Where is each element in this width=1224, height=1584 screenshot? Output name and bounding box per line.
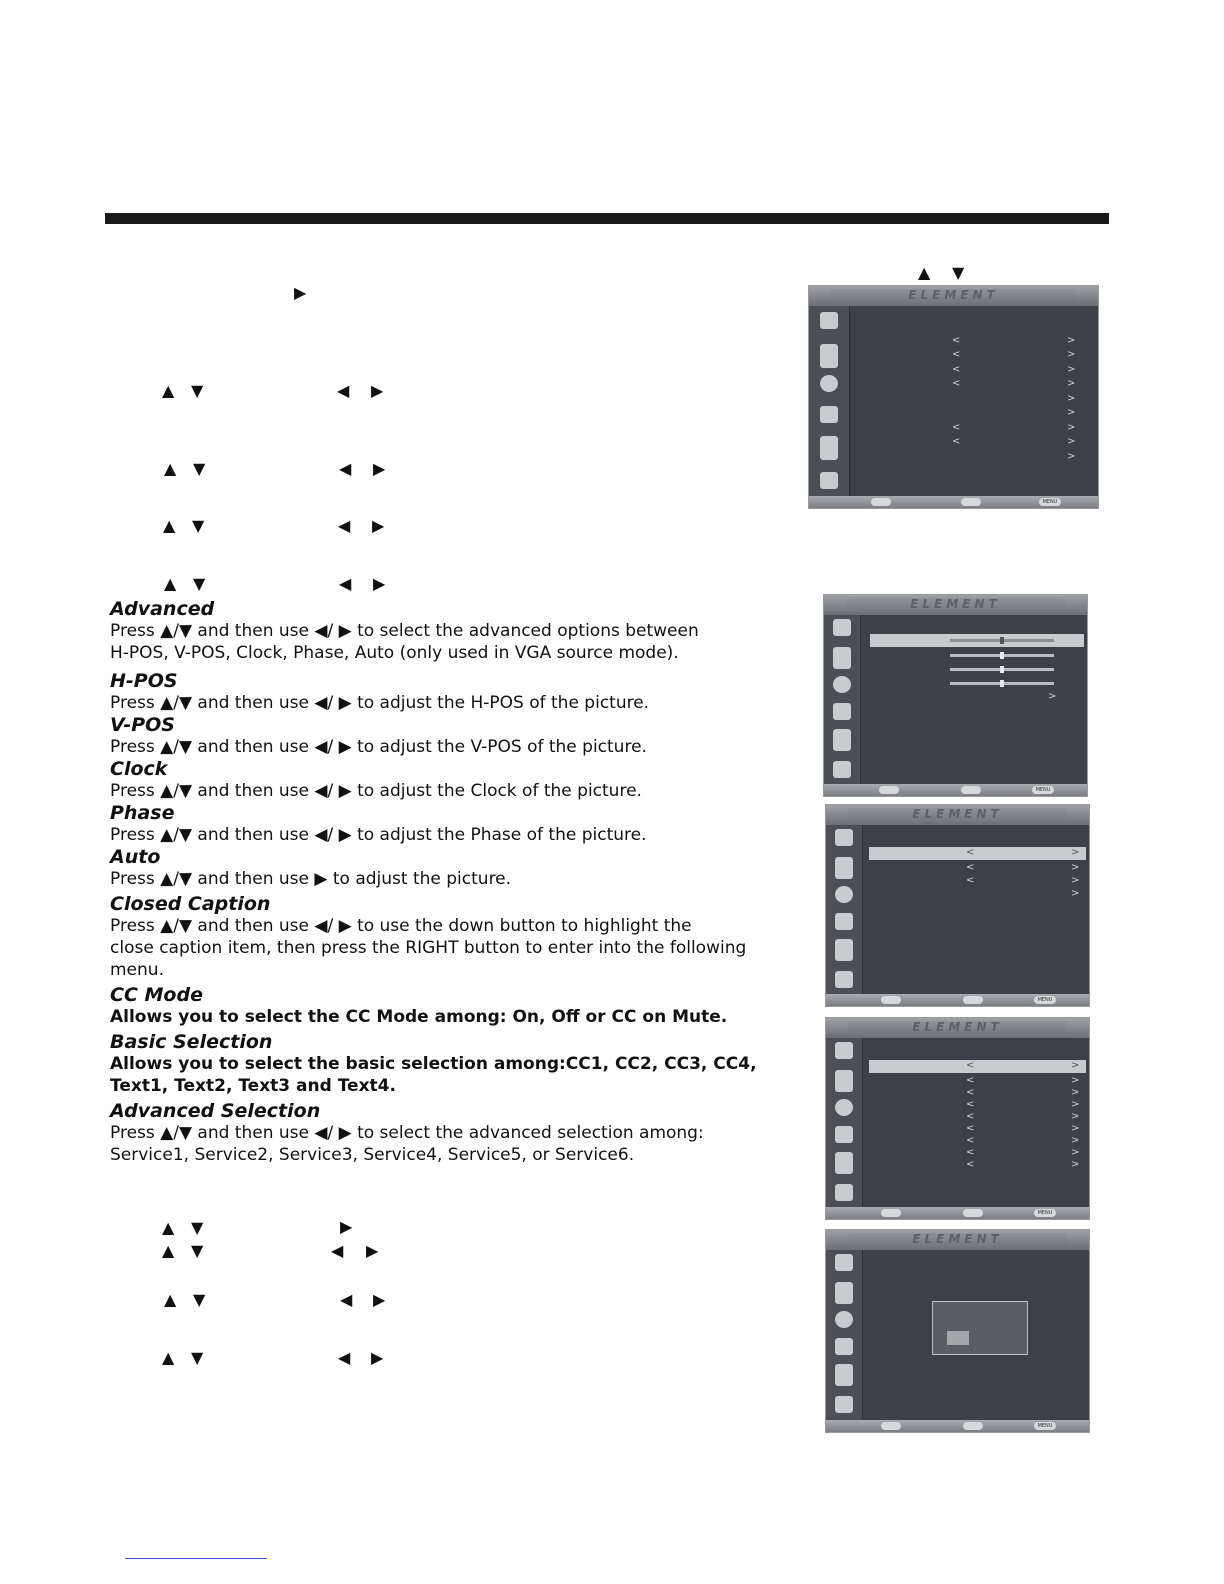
osd-left-arrow: < [966, 1135, 975, 1146]
channel-icon [835, 1184, 853, 1201]
auto-text: Press ▲/▼ and then use ▶ to adjust the picture. [110, 869, 512, 889]
osd-title-bar [824, 595, 1087, 615]
osd-right-arrow: > [1071, 1123, 1080, 1134]
osd-leftright-key [963, 1422, 983, 1430]
osd-left-arrow: < [952, 335, 961, 346]
right-arrow-icon: ▶ [373, 574, 386, 593]
section-divider [105, 213, 1109, 224]
basic-selection-text: Text1, Text2, Text3 and Text4. [110, 1076, 396, 1096]
clock-slider-knob [1000, 666, 1004, 673]
footer-link-underline [125, 1558, 267, 1559]
up-arrow-icon: ▲ [162, 1218, 175, 1237]
lock-icon [835, 1364, 853, 1386]
osd-right-arrow: > [1067, 436, 1076, 447]
osd-title-bar [826, 1018, 1089, 1038]
advanced-selection-text: Service1, Service2, Service3, Service4, Service5, or Service6. [110, 1145, 635, 1165]
phase-heading: Phase [110, 802, 175, 824]
osd-left-arrow: < [952, 378, 961, 389]
osd-menu-advanced [823, 594, 1088, 797]
osd-right-arrow: > [1071, 1135, 1080, 1146]
left-arrow-icon: ◀ [338, 516, 351, 535]
clock-icon [820, 375, 838, 392]
clock-icon [835, 886, 853, 903]
osd-sidebar [826, 1038, 863, 1207]
osd-right-arrow: > [1071, 1060, 1080, 1071]
osd-footer [824, 784, 1087, 796]
down-arrow-icon: ▼ [193, 1290, 206, 1309]
left-arrow-icon: ◀ [339, 459, 352, 478]
osd-left-arrow: < [966, 1159, 975, 1170]
osd-menu-closed-caption [825, 804, 1090, 1007]
setup-icon [835, 1338, 853, 1355]
osd-right-arrow: > [1071, 875, 1080, 886]
picture-icon [835, 1254, 853, 1271]
right-arrow-icon: ▶ [294, 283, 307, 302]
osd-menu-dialog [825, 1229, 1090, 1433]
clock-icon [833, 676, 851, 693]
osd-right-arrow: > [1071, 1099, 1080, 1110]
vpos-heading: V-POS [110, 714, 175, 736]
left-arrow-icon: ◀ [331, 1241, 344, 1260]
sound-icon [835, 1282, 853, 1304]
osd-right-arrow: > [1071, 1075, 1080, 1086]
osd-right-arrow: > [1067, 393, 1076, 404]
osd-footer [826, 1207, 1089, 1219]
osd-sidebar [826, 1250, 863, 1420]
left-arrow-icon: ◀ [338, 1348, 351, 1367]
osd-left-arrow: < [966, 1111, 975, 1122]
osd-updown-key [881, 1422, 901, 1430]
down-arrow-icon: ▼ [193, 574, 206, 593]
osd-leftright-key [961, 786, 981, 794]
left-arrow-icon: ◀ [339, 574, 352, 593]
sound-icon [835, 857, 853, 879]
osd-leftright-key [961, 498, 981, 506]
closed-caption-text: close caption item, then press the RIGHT button to enter into the following [110, 938, 747, 958]
osd-footer [809, 496, 1098, 508]
cc-mode-heading: CC Mode [110, 984, 203, 1006]
osd-left-arrow: < [966, 847, 975, 858]
osd-title-bar [826, 1230, 1089, 1250]
osd-footer [826, 1420, 1089, 1432]
vpos-slider-knob [1000, 652, 1004, 659]
sound-icon [833, 647, 851, 669]
osd-menu-key: MENU [1034, 1209, 1056, 1217]
advanced-text: Press ▲/▼ and then use ◀/ ▶ to select the advanced options between [110, 621, 699, 641]
right-arrow-icon: ▶ [372, 516, 385, 535]
osd-left-arrow: < [966, 862, 975, 873]
advanced-selection-text: Press ▲/▼ and then use ◀/ ▶ to select the advanced selection among: [110, 1123, 704, 1143]
osd-sidebar [826, 825, 863, 994]
osd-menu-key: MENU [1034, 1422, 1056, 1430]
closed-caption-text: Press ▲/▼ and then use ◀/ ▶ to use the down button to highlight the [110, 916, 692, 936]
closed-caption-text: menu. [110, 960, 164, 980]
osd-right-arrow: > [1071, 862, 1080, 873]
osd-footer [826, 994, 1089, 1006]
lock-icon [835, 1152, 853, 1174]
osd-leftright-key [963, 996, 983, 1004]
osd-right-arrow: > [1067, 349, 1076, 360]
sound-icon [820, 344, 838, 368]
osd-left-arrow: < [966, 1147, 975, 1158]
cc-mode-text: Allows you to select the CC Mode among: On, Off or CC on Mute. [110, 1007, 728, 1027]
osd-highlight-row [869, 847, 1086, 860]
osd-right-arrow: > [1071, 1111, 1080, 1122]
vpos-text: Press ▲/▼ and then use ◀/ ▶ to adjust the V-POS of the picture. [110, 737, 647, 757]
osd-right-arrow: > [1048, 691, 1057, 702]
osd-right-arrow: > [1067, 364, 1076, 375]
picture-icon [833, 619, 851, 636]
sound-icon [835, 1070, 853, 1092]
up-arrow-icon: ▲ [164, 1290, 177, 1309]
down-arrow-icon: ▼ [193, 459, 206, 478]
up-arrow-icon: ▲ [163, 516, 176, 535]
hpos-text: Press ▲/▼ and then use ◀/ ▶ to adjust the H-POS of the picture. [110, 693, 650, 713]
setup-icon [835, 913, 853, 930]
osd-highlight-row [869, 1060, 1086, 1073]
osd-title-bar [809, 286, 1098, 306]
advanced-selection-heading: Advanced Selection [110, 1100, 321, 1122]
up-arrow-icon: ▲ [918, 263, 931, 282]
setup-icon [835, 1126, 853, 1143]
advanced-text: H-POS, V-POS, Clock, Phase, Auto (only used in VGA source mode). [110, 643, 679, 663]
picture-icon [820, 312, 838, 329]
down-arrow-icon: ▼ [191, 1218, 204, 1237]
channel-icon [833, 761, 851, 778]
osd-menu-key: MENU [1034, 996, 1056, 1004]
osd-brand-logo: ELEMENT [846, 598, 1065, 611]
right-arrow-icon: ▶ [366, 1241, 379, 1260]
basic-selection-heading: Basic Selection [110, 1031, 273, 1053]
osd-menu-advanced-selection [825, 1017, 1090, 1220]
down-arrow-icon: ▼ [192, 516, 205, 535]
osd-dialog-button [947, 1331, 969, 1345]
left-arrow-icon: ◀ [340, 1290, 353, 1309]
up-arrow-icon: ▲ [164, 574, 177, 593]
clock-icon [835, 1311, 853, 1328]
channel-icon [835, 971, 853, 988]
osd-brand-logo: ELEMENT [848, 808, 1067, 821]
osd-leftright-key [963, 1209, 983, 1217]
right-arrow-icon: ▶ [340, 1217, 353, 1236]
picture-icon [835, 829, 853, 846]
osd-left-arrow: < [966, 1075, 975, 1086]
osd-title-bar [826, 805, 1089, 825]
hpos-heading: H-POS [110, 670, 178, 692]
right-arrow-icon: ▶ [371, 1348, 384, 1367]
osd-right-arrow: > [1067, 378, 1076, 389]
osd-updown-key [881, 1209, 901, 1217]
osd-left-arrow: < [966, 1123, 975, 1134]
up-arrow-icon: ▲ [162, 1241, 175, 1260]
advanced-heading: Advanced [110, 598, 215, 620]
osd-left-arrow: < [952, 349, 961, 360]
osd-left-arrow: < [952, 364, 961, 375]
clock-heading: Clock [110, 758, 168, 780]
clock-text: Press ▲/▼ and then use ◀/ ▶ to adjust the Clock of the picture. [110, 781, 642, 801]
lock-icon [820, 436, 838, 460]
down-arrow-icon: ▼ [952, 263, 965, 282]
osd-left-arrow: < [952, 436, 961, 447]
osd-left-arrow: < [966, 1060, 975, 1071]
basic-selection-text [110, 1053, 810, 1075]
osd-sidebar [824, 615, 861, 784]
osd-left-arrow: < [952, 422, 961, 433]
osd-brand-logo: ELEMENT [848, 1021, 1067, 1034]
picture-icon [835, 1042, 853, 1059]
lock-icon [833, 729, 851, 751]
channel-icon [835, 1396, 853, 1413]
basic-selection-line: Allows you to select the basic selection among:CC1, CC2, CC3, CC4 [110, 1054, 751, 1074]
osd-right-arrow: > [1071, 888, 1080, 899]
osd-updown-key [881, 996, 901, 1004]
hpos-slider-knob [1000, 637, 1004, 644]
osd-right-arrow: > [1071, 1087, 1080, 1098]
lock-icon [835, 939, 853, 961]
osd-sidebar [809, 306, 850, 496]
osd-right-arrow: > [1071, 1147, 1080, 1158]
osd-confirm-dialog [932, 1301, 1028, 1355]
instruction-text [110, 598, 810, 1166]
osd-brand-logo: ELEMENT [848, 1233, 1067, 1246]
closed-caption-heading: Closed Caption [110, 893, 271, 915]
osd-updown-key [879, 786, 899, 794]
osd-left-arrow: < [966, 1099, 975, 1110]
phase-slider-knob [1000, 680, 1004, 687]
osd-right-arrow: > [1071, 847, 1080, 858]
right-arrow-icon: ▶ [373, 459, 386, 478]
osd-right-arrow: > [1071, 1159, 1080, 1170]
osd-right-arrow: > [1067, 407, 1076, 418]
up-arrow-icon: ▲ [162, 381, 175, 400]
osd-menu-key: MENU [1039, 498, 1061, 506]
setup-icon [833, 703, 851, 720]
up-arrow-icon: ▲ [164, 459, 177, 478]
osd-menu-picture [808, 285, 1099, 509]
osd-right-arrow: > [1067, 422, 1076, 433]
down-arrow-icon: ▼ [191, 1348, 204, 1367]
osd-menu-key: MENU [1032, 786, 1054, 794]
left-arrow-icon: ◀ [337, 381, 350, 400]
phase-text: Press ▲/▼ and then use ◀/ ▶ to adjust the Phase of the picture. [110, 825, 647, 845]
osd-updown-key [871, 498, 891, 506]
osd-left-arrow: < [966, 875, 975, 886]
clock-icon [835, 1099, 853, 1116]
osd-right-arrow: > [1067, 451, 1076, 462]
right-arrow-icon: ▶ [373, 1290, 386, 1309]
auto-heading: Auto [110, 846, 161, 868]
osd-left-arrow: < [966, 1087, 975, 1098]
osd-brand-logo: ELEMENT [831, 289, 1076, 302]
right-arrow-icon: ▶ [371, 381, 384, 400]
setup-icon [820, 406, 838, 423]
up-arrow-icon: ▲ [162, 1348, 175, 1367]
down-arrow-icon: ▼ [191, 381, 204, 400]
comma-mark: , [750, 1054, 757, 1074]
osd-right-arrow: > [1067, 335, 1076, 346]
down-arrow-icon: ▼ [191, 1241, 204, 1260]
channel-icon [820, 472, 838, 489]
